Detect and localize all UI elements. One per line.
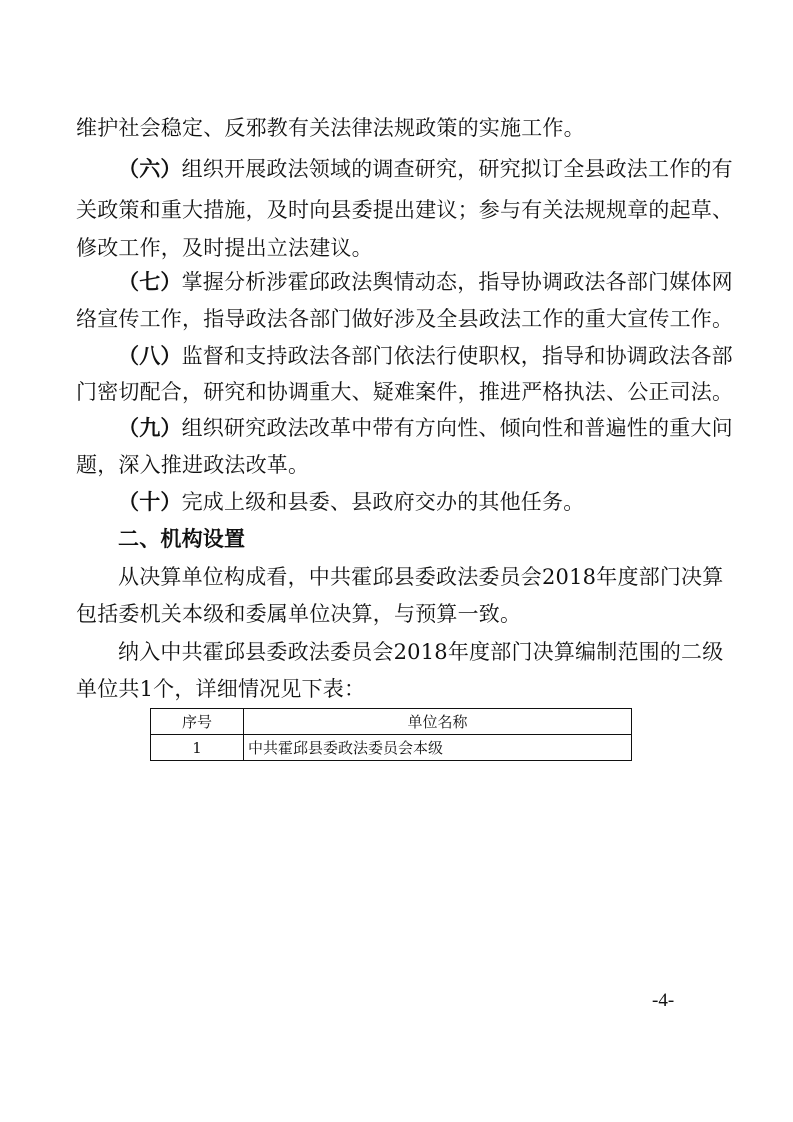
column-header-unit-name: 单位名称 xyxy=(244,709,632,735)
item-text: 组织开展政法领域的调查研究，研究拟订全县政法工作的有 xyxy=(181,157,733,181)
paragraph-line: 维护社会稳定、反邪教有关法律法规政策的实施工作。 xyxy=(76,116,585,140)
item-marker: （六） xyxy=(118,156,182,181)
item-text: 监督和支持政法各部门依法行使职权，指导和协调政法各部 xyxy=(181,344,733,368)
table-row xyxy=(151,735,632,761)
item-marker: （八） xyxy=(118,343,182,368)
paragraph-line: 包括委机关本级和委属单位决算，与预算一致。 xyxy=(76,602,522,626)
paragraph-line: 从决算单位构成看，中共霍邱县委政法委员会2018年度部门决算 xyxy=(118,565,724,589)
paragraph-line: 纳入中共霍邱县委政法委员会2018年度部门决算编制范围的二级 xyxy=(118,640,724,664)
table-cell-index: 1 xyxy=(151,735,244,761)
table-header-row xyxy=(151,709,632,735)
paragraph-line: 关政策和重大措施，及时向县委提出建议；参与有关法规规章的起草、 xyxy=(76,198,734,222)
item-text: 完成上级和县委、县政府交办的其他任务。 xyxy=(181,490,585,514)
item-marker: （九） xyxy=(118,415,182,440)
item-text: 掌握分析涉霍邱政法舆情动态，指导协调政法各部门媒体网 xyxy=(181,270,733,294)
list-item-seven xyxy=(118,268,733,296)
item-marker: （七） xyxy=(118,269,182,294)
item-marker: （十） xyxy=(118,489,182,514)
item-text: 组织研究政法改革中带有方向性、倾向性和普遍性的重大问 xyxy=(181,416,733,440)
column-header-index: 序号 xyxy=(151,709,244,735)
section-heading: 二、机构设置 xyxy=(118,526,246,551)
paragraph-line: 络宣传工作，指导政法各部门做好涉及全县政法工作的重大宣传工作。 xyxy=(76,307,734,331)
paragraph-line: 题，深入推进政法改革。 xyxy=(76,453,310,477)
table-cell-unit-name: 中共霍邱县委政法委员会本级 xyxy=(244,735,632,761)
paragraph-line: 修改工作，及时提出立法建议。 xyxy=(76,236,373,260)
paragraph-line: 单位共1个，详细情况见下表： xyxy=(76,677,366,701)
list-item-eight xyxy=(118,342,733,370)
list-item-six xyxy=(118,155,733,183)
paragraph-line: 门密切配合，研究和协调重大、疑难案件，推进严格执法、公正司法。 xyxy=(76,380,734,404)
units-table xyxy=(150,708,632,761)
page-number: -4- xyxy=(652,990,675,1011)
list-item-nine xyxy=(118,414,733,442)
list-item-ten xyxy=(118,488,726,516)
